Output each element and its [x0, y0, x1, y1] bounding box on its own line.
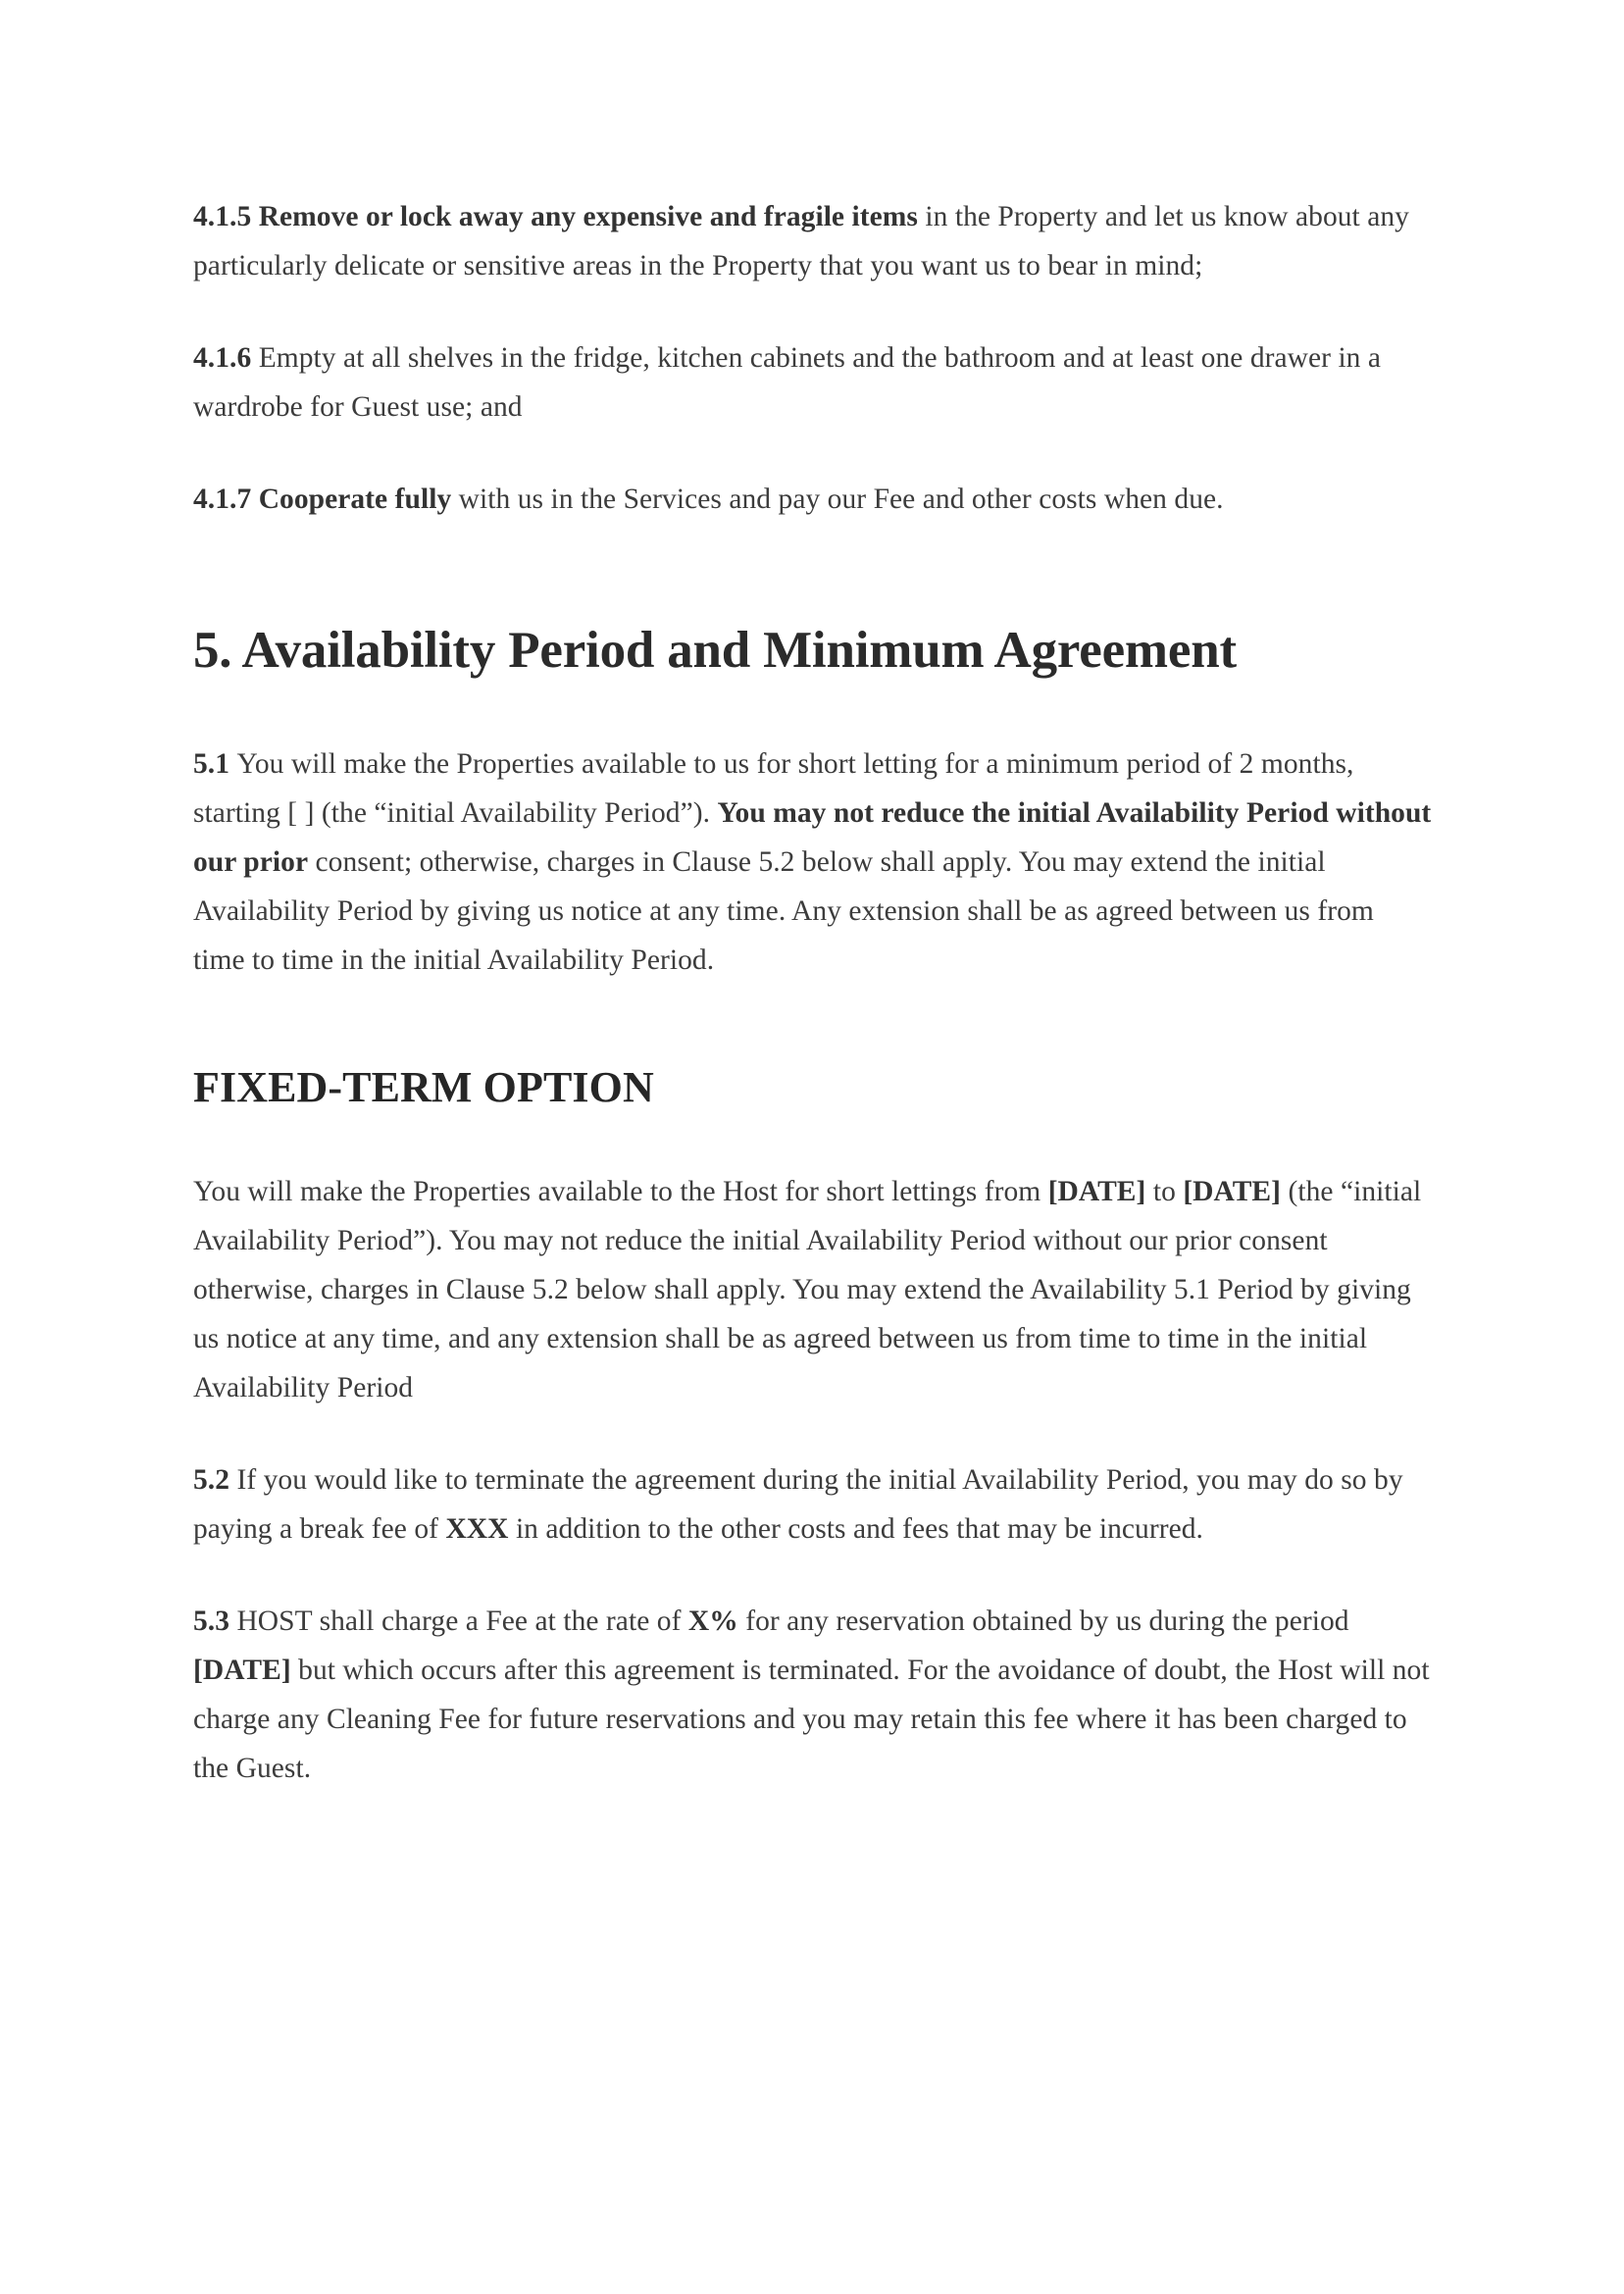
fixed-term-date-to: [DATE] [1183, 1176, 1282, 1207]
clause-number-5-3: 5.3 [193, 1606, 237, 1637]
clause-5-3-part3: but which occurs after this agreement is terminated. For the avoidance of doubt, the Host will not charge any Cleaning Fee for future reservations and you may retain this fee where it has been charged to the Guest. [193, 1655, 1430, 1784]
clause-5-1-part2: consent; otherwise, charges in Clause 5.2 below shall apply. You may extend the initial Availability Period by giving us notice at any time. Any extension shall be as agreed between us from time to time in the initial Availability Period. [193, 846, 1374, 976]
clause-4-1-7-body: with us in the Services and pay our Fee and other costs when due. [451, 484, 1224, 515]
clause-4-1-5-body: in the Property and let us know about any particularly delicate or sensitive areas in the Property that you want us to bear in mind; [193, 201, 1409, 281]
fixed-term-part2: to [1145, 1176, 1184, 1207]
clause-4-1-7 [193, 475, 1432, 524]
heading-bottom-spacer [193, 681, 1432, 739]
clause-4-1-5-bold-lead: Remove or lock away any expensive and fragile items [258, 201, 918, 232]
fixed-term-part1: You will make the Properties available to the Host for short lettings from [193, 1176, 1048, 1207]
clause-number-5-2: 5.2 [193, 1464, 237, 1496]
clause-5-2-break-fee: XXX [445, 1513, 509, 1545]
clause-5-3 [193, 1597, 1432, 1793]
clause-number-4-1-6: 4.1.6 [193, 342, 259, 374]
fixed-term-date-from: [DATE] [1047, 1176, 1146, 1207]
section-heading-5: 5. Availability Period and Minimum Agreement [193, 622, 1237, 679]
clause-5-1-part1: You will make the Properties available to us for short letting for a minimum period of 2 months, starting [ ] (the “initial Availability Period”). [193, 748, 1354, 829]
clause-5-2-part2: in addition to the other costs and fees that may be incurred. [508, 1513, 1203, 1545]
fixed-term-paragraph [193, 1167, 1432, 1412]
document-body [193, 192, 1432, 1793]
clause-5-2-part1: If you would like to terminate the agreement during the initial Availability Period, you may do so by paying a break fee of [193, 1464, 1403, 1545]
clause-5-3-part1: HOST shall charge a Fee at the rate of [236, 1606, 688, 1637]
fixed-term-part3: (the “initial Availability Period”). You may not reduce the initial Availability Period without our prior consent otherwise, charges in Clause 5.2 below shall apply. You may extend the Availability 5.1 Period by giving us notice at any time, and any extension shall be as agreed between us from time to time in the initial Availability Period [193, 1176, 1422, 1403]
subheading-bottom-spacer [193, 1114, 1432, 1167]
subheading-fixed-term-option: FIXED-TERM OPTION [193, 1063, 654, 1111]
clause-5-3-fee-rate: X% [687, 1606, 738, 1637]
clause-5-3-date: [DATE] [193, 1655, 291, 1686]
clause-number-4-1-5: 4.1.5 [193, 201, 259, 232]
clause-4-1-7-bold-lead: Cooperate fully [258, 484, 452, 515]
clause-5-3-part2: for any reservation obtained by us during the period [737, 1606, 1349, 1637]
subheading-top-spacer [193, 1028, 1432, 1061]
clause-5-1 [193, 739, 1432, 985]
clause-number-4-1-7: 4.1.7 [193, 484, 259, 515]
clause-4-1-6 [193, 333, 1432, 432]
clause-4-1-5 [193, 192, 1432, 290]
heading-top-spacer [193, 567, 1432, 620]
clause-5-1-bold1: You may not reduce the initial Availability Period without our prior [193, 797, 1432, 878]
clause-4-1-6-body: Empty at all shelves in the fridge, kitchen cabinets and the bathroom and at least one drawer in a wardrobe for Guest use; and [193, 342, 1382, 423]
clause-number-5-1: 5.1 [193, 748, 237, 780]
clause-5-2 [193, 1455, 1432, 1554]
